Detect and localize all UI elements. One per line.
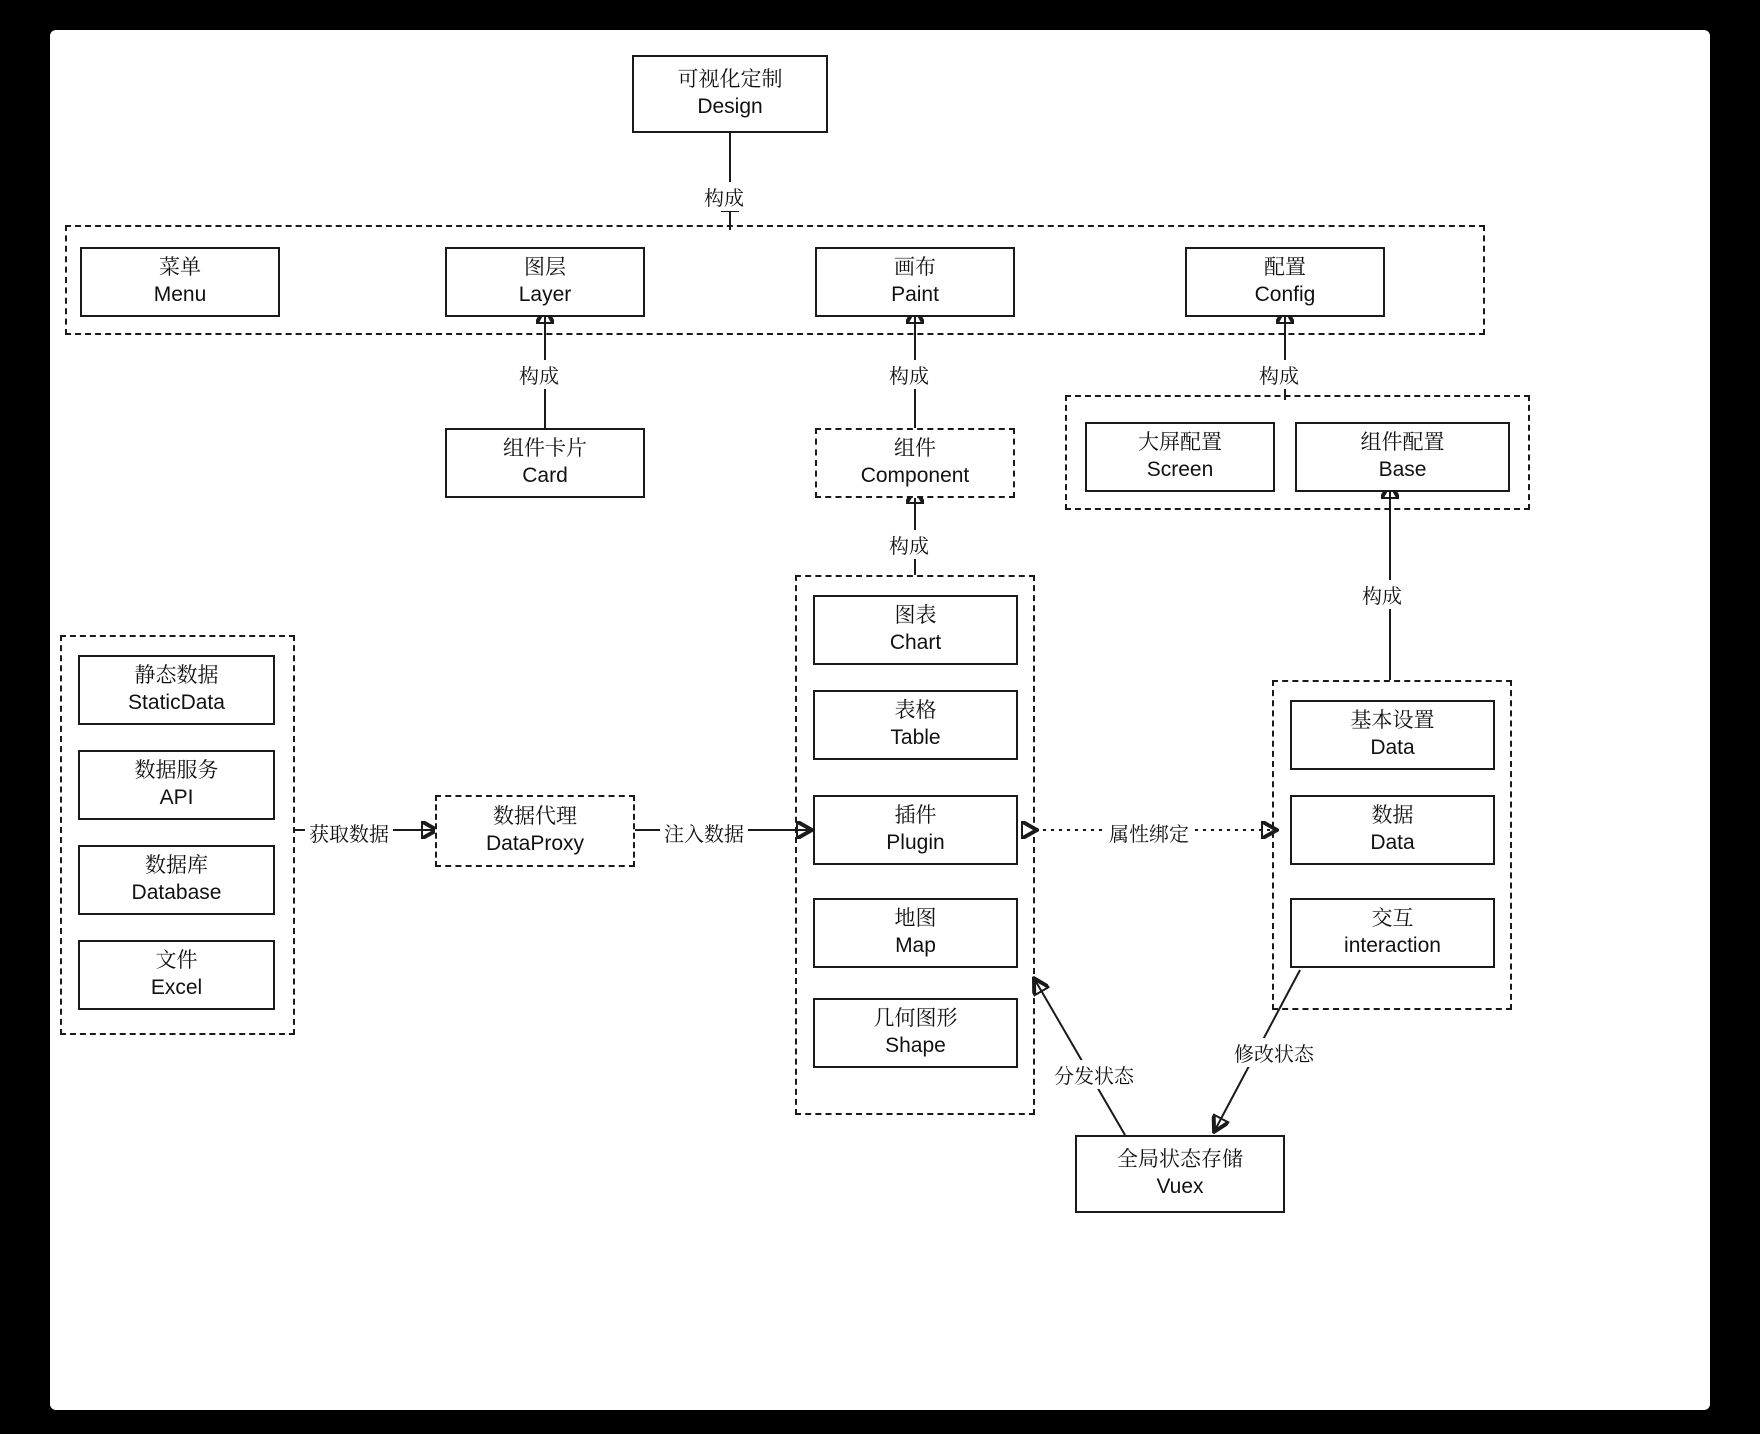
node-design-cn: 可视化定制	[677, 68, 783, 92]
edge-label-compose-layer: 构成	[515, 360, 563, 389]
node-config-cn: 配置	[1264, 256, 1306, 280]
node-design[interactable]	[632, 55, 828, 133]
node-chart-en: Chart	[889, 631, 942, 654]
node-config-en: Config	[1254, 283, 1316, 306]
edge-label-compose-component: 构成	[885, 530, 933, 559]
node-layer-cn: 图层	[524, 256, 566, 280]
node-data-en: Data	[1370, 831, 1415, 854]
node-card-en: Card	[522, 464, 568, 487]
node-paint[interactable]	[815, 247, 1015, 317]
node-staticdata-cn: 静态数据	[134, 664, 219, 688]
node-dataproxy-cn: 数据代理	[493, 805, 577, 829]
node-menu-cn: 菜单	[159, 256, 201, 280]
node-setting[interactable]	[1290, 700, 1495, 770]
node-menu[interactable]	[80, 247, 280, 317]
node-component-cn: 组件	[894, 437, 936, 461]
node-component[interactable]	[815, 428, 1015, 498]
node-component-en: Component	[860, 464, 970, 487]
node-dataproxy[interactable]	[435, 795, 635, 867]
node-plugin-en: Plugin	[886, 831, 945, 854]
node-map-cn: 地图	[894, 907, 937, 931]
node-interaction-en: interaction	[1344, 934, 1441, 957]
edge-label-compose-config: 构成	[1255, 360, 1303, 389]
node-map-en: Map	[895, 934, 936, 957]
edge-label-compose-paint: 构成	[885, 360, 933, 389]
node-excel-en: Excel	[150, 976, 203, 999]
node-excel[interactable]	[78, 940, 275, 1010]
node-design-en: Design	[697, 95, 763, 118]
edge-label-compose-design: 构成	[700, 182, 748, 211]
node-vuex-en: Vuex	[1156, 1175, 1204, 1198]
node-shape[interactable]	[813, 998, 1018, 1068]
edge-label-compose-base: 构成	[1358, 580, 1406, 609]
node-shape-en: Shape	[885, 1034, 946, 1057]
node-screen-cn: 大屏配置	[1138, 431, 1222, 455]
node-card-cn: 组件卡片	[503, 437, 587, 461]
diagram-canvas	[50, 30, 1710, 1410]
node-chart[interactable]	[813, 595, 1018, 665]
node-paint-cn: 画布	[894, 256, 936, 280]
node-layer[interactable]	[445, 247, 645, 317]
node-dataproxy-en: DataProxy	[485, 832, 585, 855]
node-interaction-cn: 交互	[1371, 907, 1414, 931]
node-setting-en: Data	[1370, 736, 1415, 759]
node-vuex[interactable]	[1075, 1135, 1285, 1213]
node-database[interactable]	[78, 845, 275, 915]
node-excel-cn: 文件	[155, 949, 198, 973]
node-data[interactable]	[1290, 795, 1495, 865]
node-plugin-cn: 插件	[894, 804, 937, 828]
node-screen[interactable]	[1085, 422, 1275, 492]
node-plugin[interactable]	[813, 795, 1018, 865]
node-table-cn: 表格	[894, 699, 937, 723]
node-base-en: Base	[1378, 458, 1427, 481]
node-database-cn: 数据库	[145, 854, 208, 878]
edge-label-prop-bind: 属性绑定	[1105, 818, 1193, 847]
node-base-cn: 组件配置	[1360, 431, 1445, 455]
node-vuex-cn: 全局状态存储	[1117, 1148, 1243, 1172]
node-map[interactable]	[813, 898, 1018, 968]
node-shape-cn: 几何图形	[873, 1007, 958, 1031]
node-database-en: Database	[131, 881, 222, 904]
node-layer-en: Layer	[518, 283, 572, 306]
node-menu-en: Menu	[153, 283, 207, 306]
node-staticdata[interactable]	[78, 655, 275, 725]
node-table-en: Table	[890, 726, 941, 749]
node-api[interactable]	[78, 750, 275, 820]
node-config[interactable]	[1185, 247, 1385, 317]
node-screen-en: Screen	[1146, 458, 1214, 481]
edge-label-inject-data: 注入数据	[660, 818, 748, 847]
node-staticdata-en: StaticData	[128, 691, 225, 714]
node-api-en: API	[159, 786, 194, 809]
edge-label-modify-state: 修改状态	[1230, 1038, 1318, 1067]
node-data-cn: 数据	[1371, 804, 1414, 828]
node-api-cn: 数据服务	[134, 759, 219, 783]
node-setting-cn: 基本设置	[1350, 709, 1435, 733]
node-interaction[interactable]	[1290, 898, 1495, 968]
node-base[interactable]	[1295, 422, 1510, 492]
node-card[interactable]	[445, 428, 645, 498]
node-chart-cn: 图表	[894, 604, 937, 628]
edge-label-dispatch-state: 分发状态	[1050, 1060, 1138, 1089]
node-table[interactable]	[813, 690, 1018, 760]
edge-label-fetch-data: 获取数据	[305, 818, 393, 847]
node-paint-en: Paint	[891, 283, 939, 306]
